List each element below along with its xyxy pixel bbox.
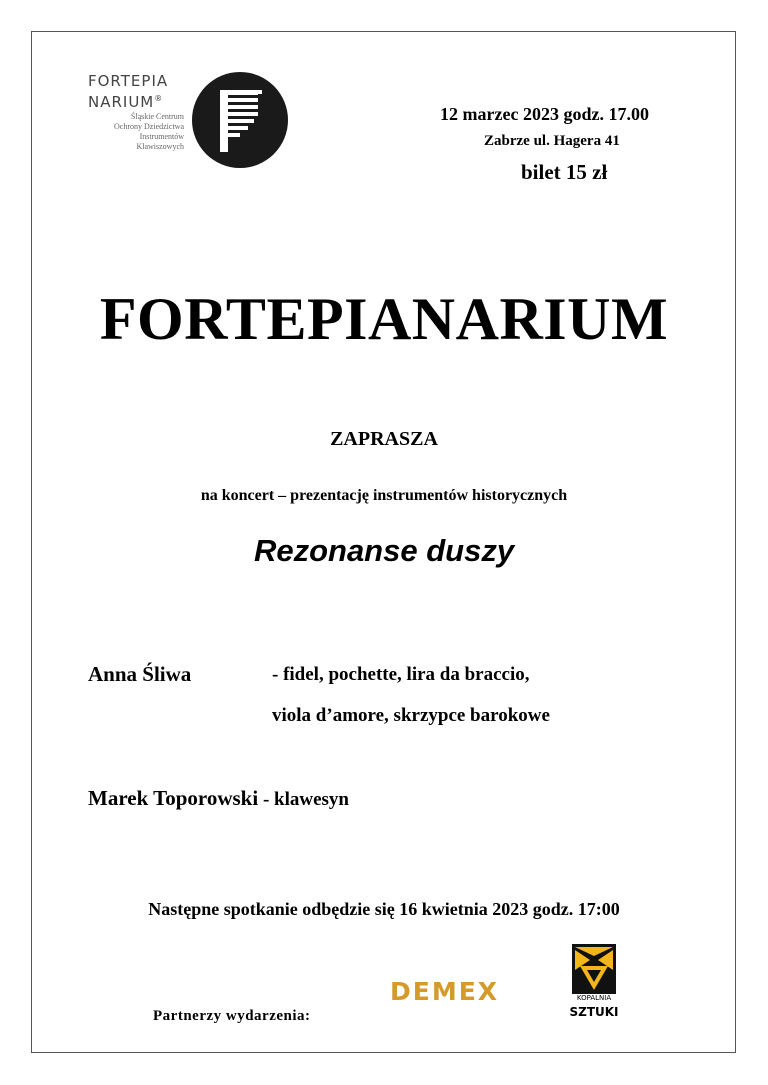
performer-name: Marek Toporowski	[88, 786, 259, 810]
performer-instruments: - klawesyn	[258, 789, 349, 810]
demex-logo: DEMEX	[390, 977, 500, 1006]
piano-keys-f-icon	[192, 72, 288, 168]
kopalnia-sztuki-emblem-icon	[572, 944, 616, 994]
logo-small-line-1: Śląskie Centrum	[130, 112, 184, 121]
event-date: 12 marzec 2023 godz. 17.00	[440, 104, 649, 124]
concert-title: Rezonanse duszy	[253, 533, 515, 568]
performer-instruments: - fidel, pochette, lira da braccio,	[272, 664, 530, 685]
concert-description: na koncert – prezentację instrumentów historycznych	[200, 487, 568, 504]
performer-name: Anna Śliwa	[88, 662, 192, 686]
logo-line-1: FORTEPIA	[88, 72, 169, 90]
next-meeting-note: Następne spotkanie odbędzie się 16 kwietnia 2023 godz. 17:00	[148, 899, 620, 919]
logo-small-line-2: Ochrony Dziedzictwa	[114, 122, 184, 131]
performer-instruments-continued: viola d’amore, skrzypce barokowe	[272, 705, 550, 726]
fortepianarium-logo	[88, 72, 288, 172]
partners-label: Partnerzy wydarzenia:	[153, 1008, 311, 1024]
kopalnia-small-label: KOPALNIA	[576, 994, 612, 1002]
ticket-price: bilet 15 zł	[521, 160, 608, 184]
logo-small-line-3: Instrumentów	[139, 132, 184, 141]
kopalnia-big-label: SZTUKI	[569, 1005, 619, 1019]
performer-entry	[88, 786, 349, 811]
invite-heading: ZAPRASZA	[330, 428, 438, 450]
page-title: FORTEPIANARIUM	[99, 286, 669, 352]
logo-line-2: NARIUM®	[88, 93, 164, 111]
kopalnia-sztuki-logo	[566, 944, 622, 1024]
event-address: Zabrze ul. Hagera 41	[484, 133, 620, 149]
logo-small-line-4: Klawiszowych	[136, 142, 184, 151]
